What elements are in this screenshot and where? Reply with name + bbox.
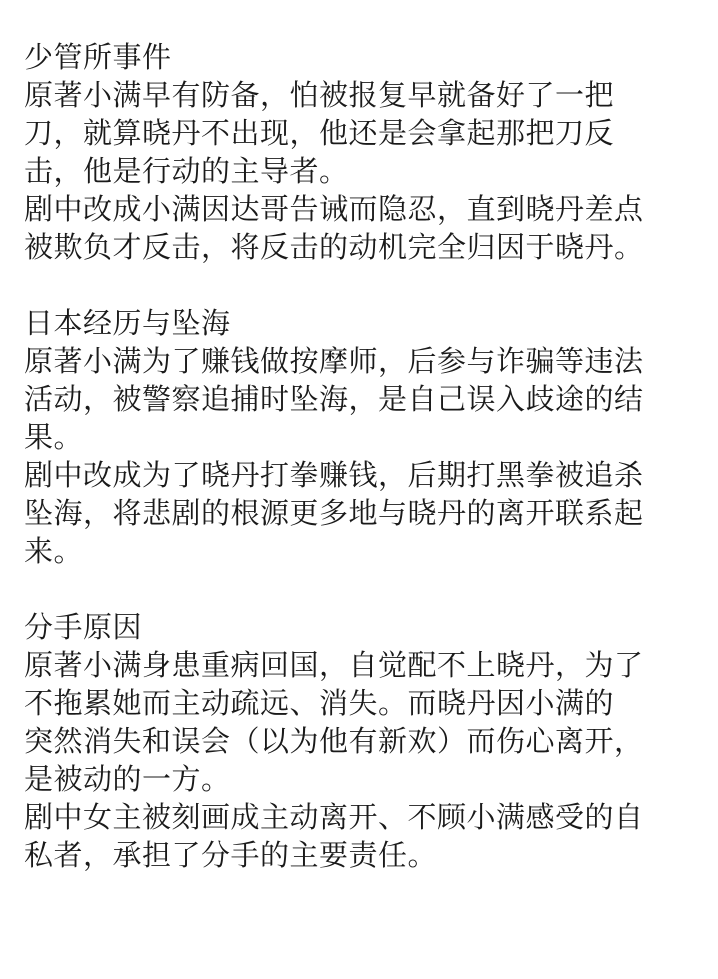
text-line: 击，他是行动的主导者。 [24,154,349,188]
section-heading: 日本经历与坠海 [24,306,231,340]
section-breakup-reason [24,608,700,874]
text-line: 坠海，将悲剧的根源更多地与晓丹的离开联系起 [24,496,644,530]
text-line: 原著小满身患重病回国，自觉配不上晓丹，为了 [24,648,644,682]
text-line: 突然消失和误会（以为他有新欢）而伤心离开， [24,724,644,758]
text-line: 剧中女主被刻画成主动离开、不顾小满感受的自 [24,800,644,834]
text-line: 原著小满早有防备，怕被报复早就备好了一把 [24,78,615,112]
section-japan-experience [24,304,700,570]
text-line: 剧中改成小满因达哥告诫而隐忍，直到晓丹差点 [24,192,644,226]
section-heading: 分手原因 [24,610,143,644]
text-line: 不拖累她而主动疏远、消失。而晓丹因小满的 [24,686,615,720]
section-heading: 少管所事件 [24,40,172,74]
text-line: 是被动的一方。 [24,762,231,796]
text-line: 活动，被警察追捕时坠海，是自己误入歧途的结 [24,382,644,416]
text-line: 剧中改成为了晓丹打拳赚钱，后期打黑拳被追杀 [24,458,644,492]
text-line: 私者，承担了分手的主要责任。 [24,838,438,872]
text-line: 来。 [24,534,84,568]
text-line: 被欺负才反击，将反击的动机完全归因于晓丹。 [24,230,644,264]
text-line: 原著小满为了赚钱做按摩师，后参与诈骗等违法 [24,344,644,378]
text-line: 果。 [24,420,84,454]
text-line: 刀，就算晓丹不出现，他还是会拿起那把刀反 [24,116,615,150]
section-juvenile-detention [24,38,700,266]
